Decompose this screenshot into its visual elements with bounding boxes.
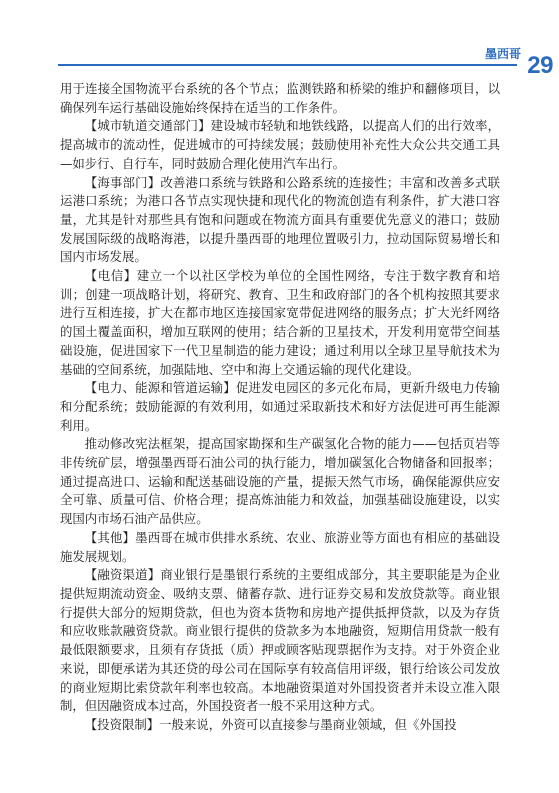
paragraph-maritime: 【海事部门】改善港口系统与铁路和公路系统的连接性；丰富和改善多式联运港口系统；为港口各节点实现快捷和现代化的物流创造有利条件，扩大港口容量，尤其是针对那些具有饱和问题或在物流方面具有重要优先意义的港口；鼓励发展国际级的战略海港，以提升墨西哥的地理位置吸引力，拉动国际贸易增长和国内市场发展。 (60, 174, 500, 265)
header-rule (58, 64, 517, 66)
paragraph-continuation: 用于连接全国物流平台系统的各个节点；监测铁路和桥梁的维护和翻修项目，以确保列车运行基础设施始终保持在适当的工作条件。 (60, 81, 500, 115)
body-text (60, 80, 500, 735)
page-header (0, 0, 559, 79)
paragraph-other: 【其他】墨西哥在城市供排水系统、农业、旅游业等方面也有相应的基础设施发展规划。 (60, 529, 500, 564)
paragraph-financing: 【融资渠道】商业银行是墨银行系统的主要组成部分，其主要职能是为企业提供短期流动资金、吸纳支票、储蓄存款、进行证券交易和发放贷款等。商业银行提供大部分的短期贷款，但也为资本货物和房地产提供抵押贷款，以及为存货和应收账款融资贷款。商业银行提供的贷款多为本地融资，短期信用贷款一般有最低限额要求，且须有存货抵（质）押或顾客贴现票据作为支持。对于外资企业来说，即便承诺为其还贷的母公司在国际享有较高信用评级，银行给该公司发放的商业短期比索贷款年利率也较高。本地融资渠道对外国投资者并未设立准入限制，但因融资成本过高，外国投资者一般不采用这种方式。 (60, 567, 500, 714)
paragraph-urban-rail: 【城市轨道交通部门】建设城市轻轨和地铁线路，以提高人们的出行效率，提高城市的流动性，促进城市的可持续发展；鼓励使用补充性大众公共交通工具—如步行、自行车，同时鼓励合理化使用汽车出行。 (60, 118, 500, 171)
paragraph-investment-limits: 【投资限制】一般来说，外资可以直接参与墨商业领域，但《外国投 (84, 716, 457, 732)
page-number: 29 (527, 52, 553, 79)
paragraph-energy: 【电力、能源和管道运输】促进发电园区的多元化布局，更新升级电力传输和分配系统；鼓励能源的有效利用，如通过采取新技术和好方法促进可再生能源利用。 (60, 380, 500, 433)
paragraph-telecom: 【电信】建立一个以社区学校为单位的全国性网络，专注于数字教育和培训；创建一项战略计划，将研究、教育、卫生和政府部门的各个机构按照其要求进行互相连接，扩大在都市地区连接国家宽带促进网络的服务点；扩大光纤网络的国土覆盖面积，增加互联网的使用；结合新的卫星技术，开发利用宽带空间基础设施，促进国家下一代卫星制造的能力建设；通过利用以全球卫星导航技术为基础的空间系统，加强陆地、空中和海上交通运输的现代化建设。 (60, 268, 500, 377)
running-header-country: 墨西哥 (484, 47, 521, 61)
paragraph-hydrocarbons: 推动修改宪法框架，提高国家勘探和生产碳氢化合物的能力——包括页岩等非传统矿层，增强墨西哥石油公司的执行能力，增加碳氢化合物储备和回报率；通过提高进口、运输和配送基础设施的产量，提振天然气市场，确保能源供应安全可靠、质量可信、价格合理；提高炼油能力和效益，加强基础设施建设，以实现国内市场石油产品供应。 (60, 436, 500, 527)
